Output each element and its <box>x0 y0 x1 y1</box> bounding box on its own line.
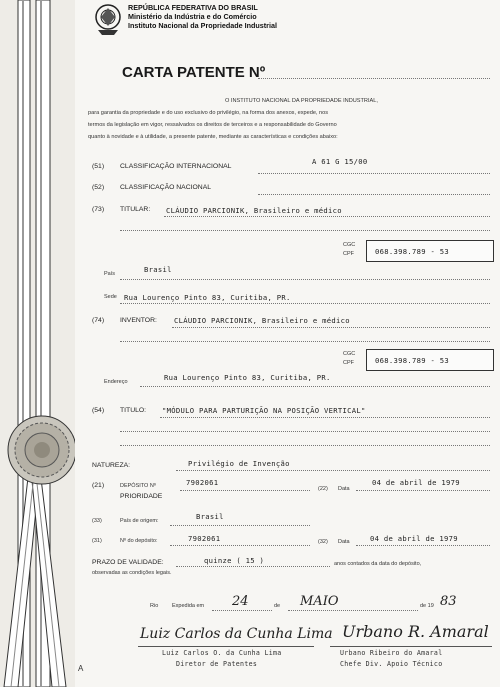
holder-label: TITULAR: <box>120 206 151 213</box>
num-code: (31) <box>92 538 102 544</box>
address-value: Rua Lourenço Pinto 83, Curitiba, PR. <box>164 373 331 382</box>
corner-mark: A <box>78 664 84 673</box>
int-class-line <box>258 173 490 174</box>
header-ministry: Ministério da Indústria e do Comércio <box>128 12 257 21</box>
holder-value: CLÁUDIO PARCIONIK, Brasileiro e médico <box>166 206 342 215</box>
holder-code: (73) <box>92 206 105 213</box>
address-label: Endereço <box>104 379 128 385</box>
issued-year: 83 <box>440 594 457 609</box>
title-number-line <box>258 78 490 79</box>
inventor-line <box>172 327 490 328</box>
right-signer-name: Urbano Ribeiro do Amaral <box>340 649 443 657</box>
deposit-code: (21) <box>92 482 105 489</box>
priority-label: PRIORIDADE <box>120 493 163 500</box>
issued-day: 24 <box>232 594 249 609</box>
issued-month: MAIO <box>300 594 339 609</box>
country-value: Brasil <box>144 265 172 274</box>
int-class-code: (51) <box>92 163 105 170</box>
validity-suffix: anos contados da data do depósito, <box>334 561 422 567</box>
inventor-code: (74) <box>92 317 105 324</box>
coat-of-arms-icon <box>92 2 124 36</box>
date-code-1: (22) <box>318 486 328 492</box>
header-republic: REPÚBLICA FEDERATIVA DO BRASIL <box>128 3 258 12</box>
issued-month-line <box>288 610 418 611</box>
nature-label: NATUREZA: <box>92 462 131 469</box>
issued-prefix: Rio <box>150 603 159 609</box>
address-line <box>140 386 490 387</box>
cgc-label-1: CGC <box>343 242 356 248</box>
left-signer-role: Diretor de Patentes <box>176 660 258 668</box>
right-signer-role: Chefe Div. Apoio Técnico <box>340 660 443 668</box>
nat-class-code: (52) <box>92 184 105 191</box>
signature-left: Luiz Carlos da Cunha Lima <box>140 626 333 642</box>
page-title: CARTA PATENTE Nº <box>122 64 266 81</box>
intro-line-1: O INSTITUTO NACIONAL DA PROPRIEDADE INDUSTRIAL, <box>225 98 378 104</box>
validity-label: PRAZO DE VALIDADE: <box>92 559 164 566</box>
country-label: País <box>104 271 116 277</box>
signature-right-line <box>330 646 492 647</box>
holder-line <box>164 216 490 217</box>
nat-class-label: CLASSIFICAÇÃO NACIONAL <box>120 184 212 191</box>
cgc-label-2: CGC <box>343 351 356 357</box>
date-label-2: Data <box>338 539 350 545</box>
deposit-value: 7902061 <box>186 478 219 487</box>
issued-de: de <box>274 603 281 609</box>
validity-note: observadas as condições legais. <box>92 570 172 576</box>
issued-year-prefix: de 19 <box>420 603 434 609</box>
nature-value: Privilégio de Invenção <box>188 459 290 468</box>
title-value: "MÓDULO PARA PARTURIÇÃO NA POSIÇÃO VERTICAL" <box>162 406 366 415</box>
num-value: 7902061 <box>188 534 221 543</box>
seat-line <box>120 303 490 304</box>
deposit-label: DEPÓSITO Nº <box>120 483 156 489</box>
seat-value: Rua Lourenço Pinto 83, Curitiba, PR. <box>124 293 291 302</box>
nature-line <box>176 470 490 471</box>
cpf-value-1: 068.398.789 - 53 <box>375 247 450 256</box>
cpf-label-2: CPF <box>343 360 354 366</box>
intro-line-2: para garantia da propriedade e do uso exclusivo do privilégio, na forma dos anexos, expede, nos <box>88 110 329 116</box>
header-institute: Instituto Nacional da Propriedade Industrial <box>128 21 277 30</box>
inventor-value: CLÁUDIO PARCIONIK, Brasileiro e médico <box>174 316 350 325</box>
seat-label: Sede <box>104 294 117 300</box>
date-label-1: Data <box>338 486 350 492</box>
signature-left-line <box>138 646 314 647</box>
date-line-1 <box>356 490 490 491</box>
date-code-2: (32) <box>318 539 328 545</box>
validity-line <box>176 566 330 567</box>
intro-line-4: quanto à novidade e à utilidade, a presente patente, mediante as características e condições abaixo: <box>88 134 338 140</box>
issued-day-line <box>212 610 272 611</box>
int-class-label: CLASSIFICAÇÃO INTERNACIONAL <box>120 163 232 170</box>
inventor-line-2 <box>120 341 490 342</box>
intro-line-3: termos da legislação em vigor, ressalvados os direitos de terceiros e a responsabilidade do Governo <box>88 122 337 128</box>
nat-class-line <box>258 194 490 195</box>
origin-code: (33) <box>92 518 102 524</box>
num-line <box>170 545 310 546</box>
num-label: Nº do depósito: <box>120 538 158 544</box>
deposit-line <box>180 490 310 491</box>
origin-label: País de origem: <box>120 518 159 524</box>
issued-label: Expedida em <box>172 603 205 609</box>
country-line <box>120 279 490 280</box>
int-class-value: A 61 G 15/00 <box>312 157 368 166</box>
title-label: TITULO: <box>120 407 147 414</box>
date-line-2 <box>356 545 490 546</box>
title-line-2 <box>120 431 490 432</box>
cpf-box-1 <box>366 240 494 262</box>
wax-seal <box>8 416 75 484</box>
validity-value: quinze ( 15 ) <box>204 556 265 565</box>
cpf-value-2: 068.398.789 - 53 <box>375 356 450 365</box>
inventor-label: INVENTOR: <box>120 317 157 324</box>
title-line-3 <box>120 445 490 446</box>
cpf-label-1: CPF <box>343 251 354 257</box>
origin-line <box>170 525 310 526</box>
signature-right: Urbano R. Amaral <box>342 622 489 641</box>
title-code: (54) <box>92 407 105 414</box>
title-line-1 <box>160 417 490 418</box>
origin-value: Brasil <box>196 512 224 521</box>
left-signer-name: Luiz Carlos O. da Cunha Lima <box>162 649 282 657</box>
ribbon-seal-graphic <box>0 0 75 687</box>
date-value-2: 04 de abril de 1979 <box>370 534 458 543</box>
holder-line-2 <box>120 230 490 231</box>
cpf-box-2 <box>366 349 494 371</box>
date-value-1: 04 de abril de 1979 <box>372 478 460 487</box>
